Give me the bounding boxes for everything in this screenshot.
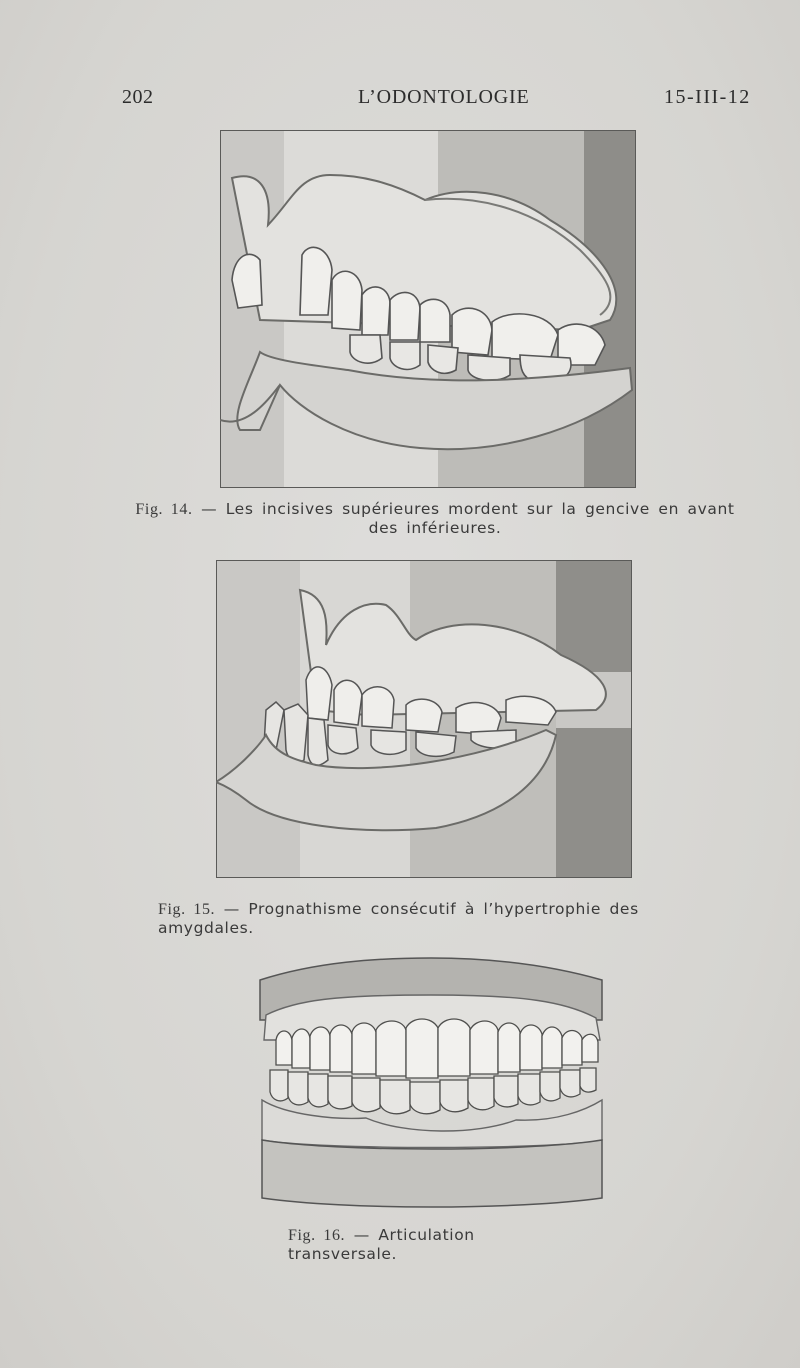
running-head: [0, 84, 800, 114]
figure-14-image: [220, 130, 636, 488]
figure-15-caption: [158, 900, 718, 938]
figure-16-caption: [288, 1226, 588, 1264]
page-number: 202: [122, 86, 154, 108]
figure-16-image: [256, 940, 606, 1212]
issue-date: 15-III-12: [664, 86, 751, 108]
journal-title: L’ODONTOLOGIE: [358, 86, 530, 108]
figure-16-label: Fig. 16.: [288, 1227, 346, 1244]
figure-15-label: Fig. 15.: [158, 901, 216, 918]
figure-16-caption-text: — Articulation transversale.: [288, 1226, 475, 1263]
figure-14-caption: [120, 500, 750, 538]
figure-14-caption-text: — Les incisives supérieures mordent sur la gencive en avant des inférieures.: [201, 500, 735, 537]
figure-15-image: [216, 560, 632, 878]
figure-15-caption-text: — Prognathisme consécutif à l’hypertrophie des amygdales.: [158, 900, 639, 937]
figure-14-label: Fig. 14.: [135, 501, 193, 518]
